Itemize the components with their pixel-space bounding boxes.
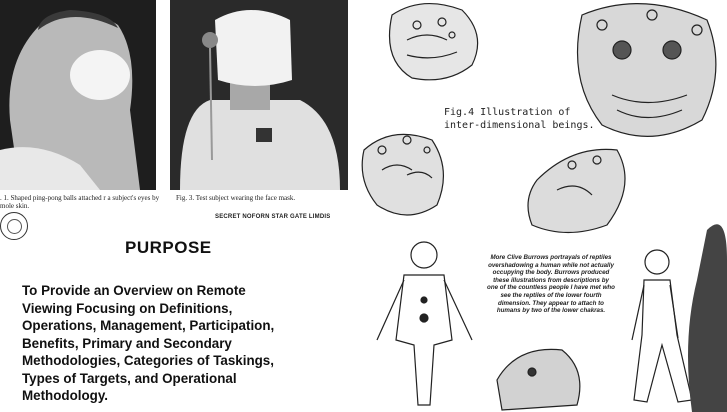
figure-3-caption: Fig. 3. Test subject wearing the face mask. [176, 194, 296, 202]
photo-subject-eye-balls [0, 0, 156, 190]
overview-line: Methodology. [22, 388, 109, 403]
overview-line: Viewing Focusing on Definitions, [22, 300, 233, 316]
purpose-heading: PURPOSE [125, 238, 212, 257]
photo-face-mask [170, 0, 348, 190]
overview-line: Types of Targets, and Operational [22, 370, 237, 386]
overview-text [22, 282, 342, 405]
reptile-illustrations [352, 0, 727, 412]
burrows-description: More Clive Burrows portrayals of reptiles overshadowing a human while not actually occupying the body. Burrows produced these illustrations from descriptions by one of the countless people I have met who see the reptiles of the lower fourth dimension. They appear to attach to humans by two of the lower chakras. [487, 254, 615, 315]
figure-2-caption: . 1. Shaped ping-pong balls attached r a subject's eyes by mole skin. [0, 194, 160, 210]
fig4-caption [444, 106, 595, 132]
overview-line: To Provide an Overview on Remote [22, 283, 246, 298]
fig4-caption-line1: Fig.4 Illustration of [444, 107, 571, 118]
photo-2-drawing [170, 0, 348, 190]
overview-line: Operations, Management, Participation, [22, 318, 275, 333]
agency-seal [0, 212, 28, 240]
photo-1-drawing [0, 0, 156, 190]
overview-line: Benefits, Primary and Secondary [22, 335, 232, 351]
classification-stamp: SECRET NOFORN STAR GATE LIMDIS [215, 214, 331, 220]
fig4-caption-line2: inter-dimensional beings. [444, 120, 595, 131]
overview-line: Methodologies, Categories of Taskings, [22, 353, 274, 368]
